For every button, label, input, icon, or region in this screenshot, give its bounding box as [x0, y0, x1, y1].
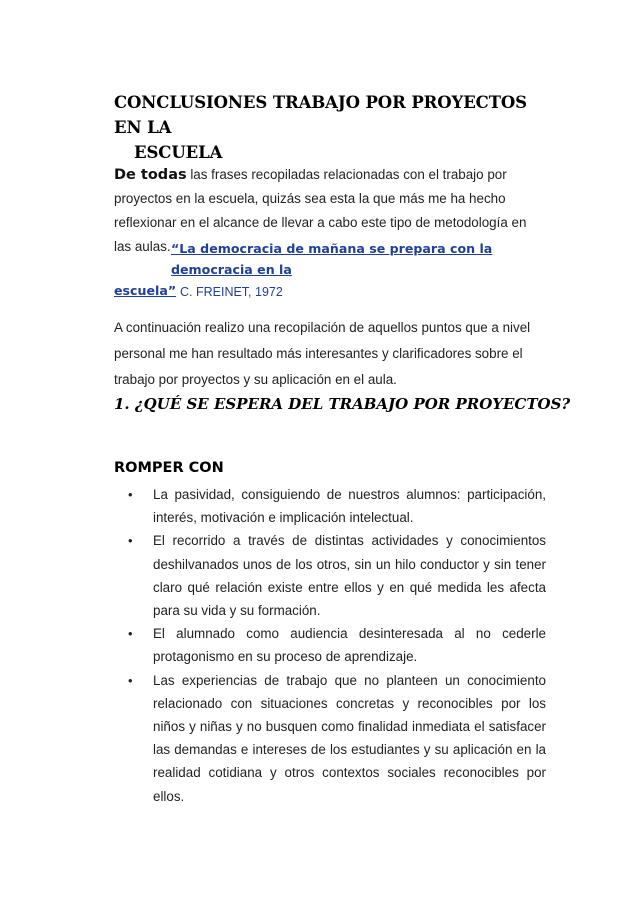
- section-heading: 1. ¿QUÉ SE ESPERA DEL TRABAJO POR PROYECTOS?: [114, 395, 571, 413]
- list-item-text: El recorrido a través de distintas actividades y conocimientos deshilvanados unos de los otros, sin un hilo conductor y sin tener claro qué relación existe entre ellos y en qué medida les afecta para su vida y su formación.: [153, 533, 546, 619]
- bullet-list: [114, 483, 546, 808]
- list-item-text: El alumnado como audiencia desinteresada al no cederle protagonismo en su proceso de aprendizaje.: [153, 626, 546, 665]
- bullet-icon: •: [128, 533, 133, 549]
- list-item: [114, 669, 546, 808]
- freinet-quote: [114, 238, 544, 301]
- list-item: [114, 529, 546, 622]
- list-item: [114, 483, 546, 529]
- section-subheading: ROMPER CON: [114, 460, 224, 476]
- list-item-text: Las experiencias de trabajo que no planteen un conocimiento relacionado con situaciones concretas y reconocibles por los niños y niñas y no busquen como finalidad inmediata el satisfacer las demandas e intereses de los estudiantes y su aplicación en la realidad cotidiana y otros contextos sociales reconocibles por ellos.: [153, 672, 546, 804]
- intro-lead: De todas: [114, 167, 187, 183]
- list-item: [114, 622, 546, 668]
- bullet-icon: •: [128, 672, 133, 688]
- bullet-icon: •: [128, 487, 133, 502]
- document-title-line2: ESCUELA: [134, 143, 223, 162]
- document-title: [114, 90, 534, 165]
- document-title-line1: CONCLUSIONES TRABAJO POR PROYECTOS EN LA: [114, 93, 527, 137]
- recap-paragraph: A continuación realizo una recopilación de aquellos puntos que a nivel personal me han resultado más interesantes y clarificadores sobre el trabajo por proyectos y su aplicación en el aula.: [114, 320, 531, 387]
- quote-line2: escuela”: [114, 283, 177, 298]
- quote-line1: “La democracia de mañana se prepara con la democracia en la: [171, 241, 493, 277]
- intro-text: las frases recopiladas relacionadas con el trabajo por proyectos en la escuela, quizás sea esta la que más me ha hecho reflexionar en el alcance de llevar a cabo este tipo de metodología en las aulas.: [114, 167, 527, 254]
- quote-author: C. FREINET, 1972: [180, 285, 283, 299]
- bullet-icon: •: [128, 626, 133, 642]
- list-item-text: La pasividad, consiguiendo de nuestros alumnos: participación, interés, motivación e implicación intelectual.: [153, 487, 546, 526]
